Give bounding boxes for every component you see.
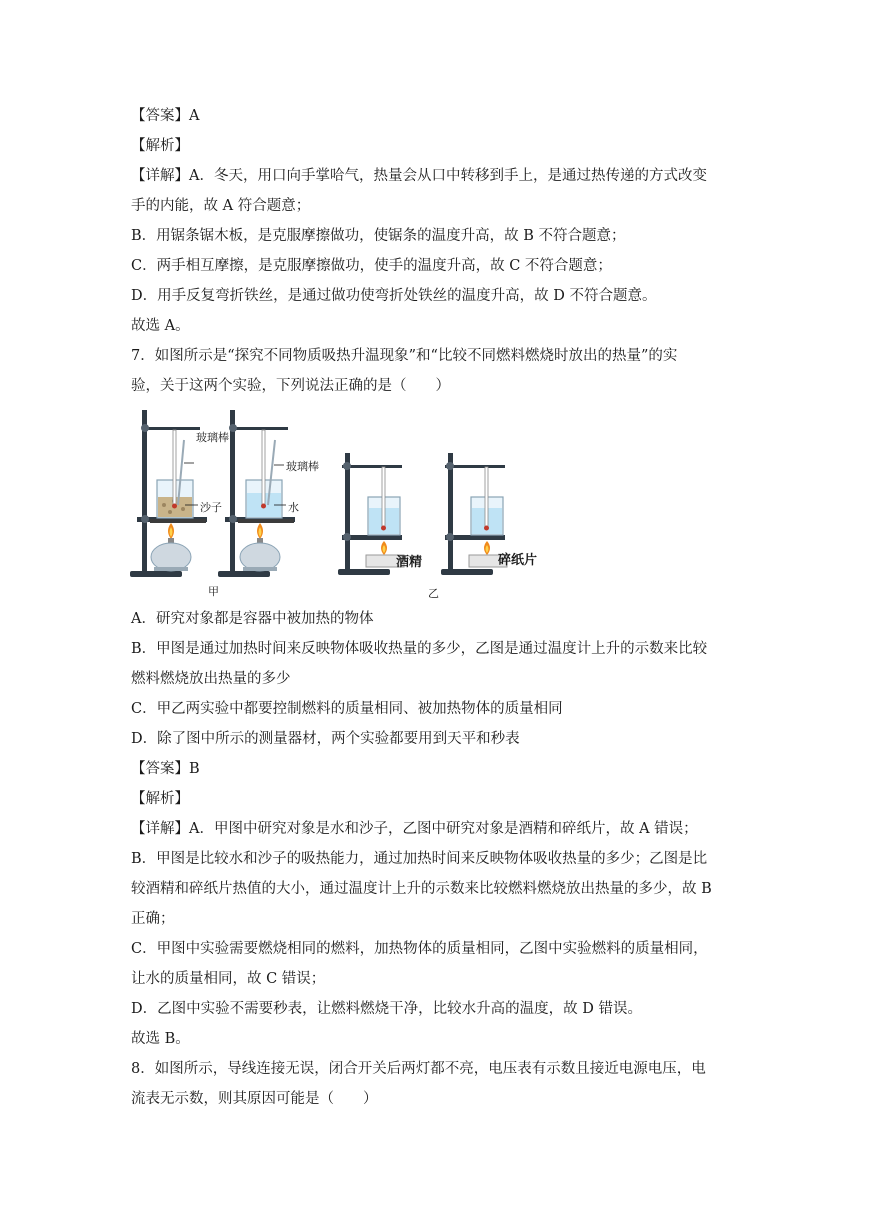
label-paper: 碎纸片 [498, 553, 538, 568]
caption-yi: 乙 [428, 587, 439, 600]
q7-analysis-tag: 【解析】 [131, 791, 189, 807]
q7-stem-line1: 7．如图所示是“探究不同物质吸热升温现象”和“比较不同燃料燃烧时放出的热量”的实 [131, 348, 678, 364]
q7-stem-line2: 验，关于这两个实验，下列说法正确的是（ ） [131, 378, 450, 394]
q7-option-b-line2: 燃料燃烧放出热量的多少 [131, 671, 291, 687]
q6-analysis-tag: 【解析】 [131, 138, 189, 154]
setup-water [218, 410, 295, 577]
q6-option-d: D．用手反复弯折铁丝，是通过做功使弯折处铁丝的温度升高，故 D 不符合题意。 [131, 288, 657, 304]
q7-option-a: A．研究对象都是容器中被加热的物体 [131, 611, 374, 627]
label-water: 水 [288, 501, 299, 514]
q7-option-d: D．除了图中所示的测量器材，两个实验都要用到天平和秒表 [131, 731, 520, 747]
q7-detail-b-line2: 较酒精和碎纸片热值的大小，通过温度计上升的示数来比较燃料燃烧放出热量的多少，故 B [131, 881, 712, 897]
label-glass-rod-1: 玻璃棒 [196, 431, 229, 444]
q7-answer: 【答案】B [131, 761, 200, 777]
q7-conclusion: 故选 B。 [131, 1031, 190, 1047]
q6-option-b: B．用锯条锯木板，是克服摩擦做功，使锯条的温度升高，故 B 不符合题意； [131, 228, 626, 244]
setup-alcohol [338, 453, 404, 575]
q7-detail-c-line2: 让水的质量相同，故 C 错误； [131, 971, 326, 987]
q8-stem-line2: 流表无示数，则其原因可能是（ ） [131, 1091, 378, 1107]
q7-detail-c-line1: C．甲图中实验需要燃烧相同的燃料，加热物体的质量相同，乙图中实验燃料的质量相同， [131, 941, 708, 957]
q6-detail-line1: 【详解】A．冬天，用口向手掌哈气，热量会从口中转移到手上，是通过热传递的方式改变 [131, 168, 707, 184]
q7-detail-line1: 【详解】A．甲图中研究对象是水和沙子，乙图中研究对象是酒精和碎纸片，故 A 错误； [131, 821, 698, 837]
q8-stem-line1: 8．如图所示，导线连接无误，闭合开关后两灯都不亮，电压表有示数且接近电源电压，电 [131, 1061, 706, 1077]
caption-jia: 甲 [208, 585, 219, 598]
q7-detail-d: D．乙图中实验不需要秒表，让燃料燃烧干净，比较水升高的温度，故 D 错误。 [131, 1001, 642, 1017]
q6-answer: 【答案】A [131, 108, 200, 124]
label-glass-rod-2: 玻璃棒 [286, 460, 319, 473]
q6-option-c: C．两手相互摩擦，是克服摩擦做功，使手的温度升高，故 C 不符合题意； [131, 258, 612, 274]
q7-option-b-line1: B．甲图是通过加热时间来反映物体吸收热量的多少，乙图是通过温度计上升的示数来比较 [131, 641, 708, 657]
q6-conclusion: 故选 A。 [131, 318, 190, 334]
q7-detail-b-line3: 正确； [131, 911, 175, 927]
q6-detail-line2: 手的内能，故 A 符合题意； [131, 198, 311, 214]
label-alcohol: 酒精 [396, 555, 423, 570]
q7-detail-b-line1: B．甲图是比较水和沙子的吸热能力，通过加热时间来反映物体吸收热量的多少；乙图是比 [131, 851, 708, 867]
q7-option-c: C．甲乙两实验中都要控制燃料的质量相同、被加热物体的质量相同 [131, 701, 563, 717]
experiment-figure [128, 405, 598, 605]
label-sand: 沙子 [200, 501, 222, 514]
